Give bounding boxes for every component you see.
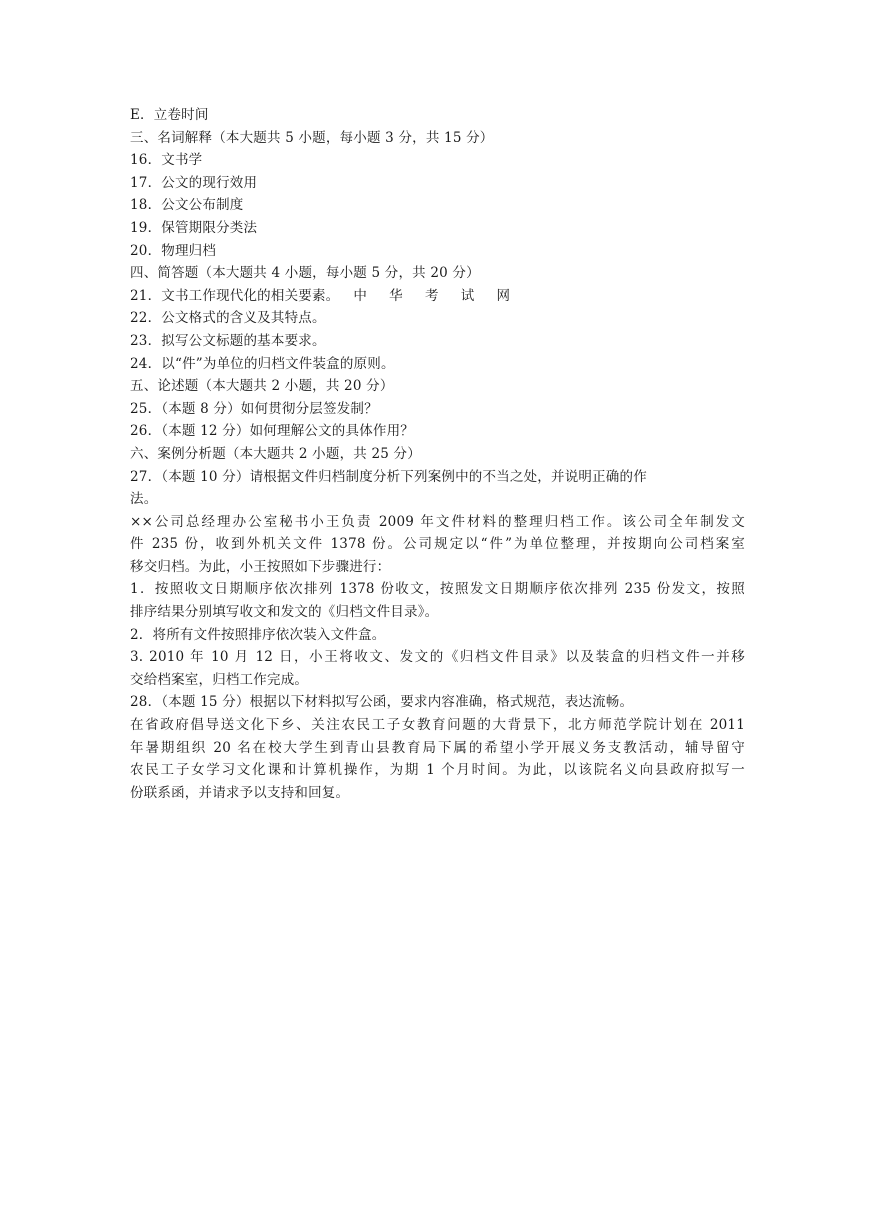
case-step-3-line-1: 3. 2010 年 10 月 12 日，小王将收文、发文的《归档文件目录》以及装盒的归档文件一并移 xyxy=(130,649,745,666)
question-19: 19．保管期限分类法 xyxy=(130,219,258,236)
question-26: 26．（本题 12 分）如何理解公文的具体作用？ xyxy=(130,423,414,440)
section-6-heading: 六、案例分析题（本大题共 2 小题，共 25 分） xyxy=(130,445,421,462)
case-step-1-line-1: 1．按照收文日期顺序依次排列 1378 份收文，按照发文日期顺序依次排列 235 份发文，按照 xyxy=(130,581,745,598)
material-line-4: 份联系函，并请求予以支持和回复。 xyxy=(130,784,350,801)
question-27-line-1: 27．（本题 10 分）请根据文件归档制度分析下列案例中的不当之处，并说明正确的作 xyxy=(130,468,647,485)
exam-page xyxy=(130,104,745,804)
question-17: 17．公文的现行效用 xyxy=(130,174,258,191)
material-line-2: 年暑期组织 20 名在校大学生到青山县教育局下属的希望小学开展义务支教活动，辅导留守 xyxy=(130,739,745,756)
question-21 xyxy=(130,285,745,308)
case-paragraph-line-2: 件 235 份，收到外机关文件 1378 份。公司规定以“件”为单位整理，并按期向公司档案室 xyxy=(130,536,745,553)
case-paragraph-line-1: ××公司总经理办公室秘书小王负责 2009 年文件材料的整理归档工作。该公司全年制发文 xyxy=(130,513,745,530)
section-3-heading: 三、名词解释（本大题共 5 小题，每小题 3 分，共 15 分） xyxy=(130,129,494,146)
case-paragraph-line-3: 移交归档。为此，小王按照如下步骤进行： xyxy=(130,558,391,575)
question-18: 18．公文公布制度 xyxy=(130,197,244,214)
case-step-2: 2．将所有文件按照排序依次装入文件盒。 xyxy=(130,626,386,643)
question-22: 22．公文格式的含义及其特点。 xyxy=(130,310,326,327)
question-24: 24．以“件”为单位的归档文件装盒的原则。 xyxy=(130,355,395,372)
watermark-text: 中 华 考 试 网 xyxy=(353,287,520,304)
question-20: 20．物理归档 xyxy=(130,242,217,259)
case-step-3-line-2: 交给档案室，归档工作完成。 xyxy=(130,671,309,688)
question-16: 16．文书学 xyxy=(130,152,203,169)
case-step-1-line-2: 排序结果分别填写收文和发文的《归档文件目录》。 xyxy=(130,604,439,621)
question-21-text: 21．文书工作现代化的相关要素。 xyxy=(130,287,340,304)
section-4-heading: 四、简答题（本大题共 4 小题，每小题 5 分，共 20 分） xyxy=(130,265,480,282)
material-line-1: 在省政府倡导送文化下乡、关注农民工子女教育问题的大背景下，北方师范学院计划在 2011 xyxy=(130,717,745,734)
question-25: 25．（本题 8 分）如何贯彻分层签发制？ xyxy=(130,400,378,417)
option-e: E．立卷时间 xyxy=(130,107,209,123)
question-23: 23．拟写公文标题的基本要求。 xyxy=(130,332,326,349)
question-28: 28．（本题 15 分）根据以下材料拟写公函，要求内容准确，格式规范，表达流畅。 xyxy=(130,694,634,711)
section-5-heading: 五、论述题（本大题共 2 小题，共 20 分） xyxy=(130,378,394,395)
material-line-3: 农民工子女学习文化课和计算机操作，为期 1 个月时间。为此，以该院名义向县政府拟写一 xyxy=(130,762,745,779)
question-27-line-2: 法。 xyxy=(130,491,158,508)
